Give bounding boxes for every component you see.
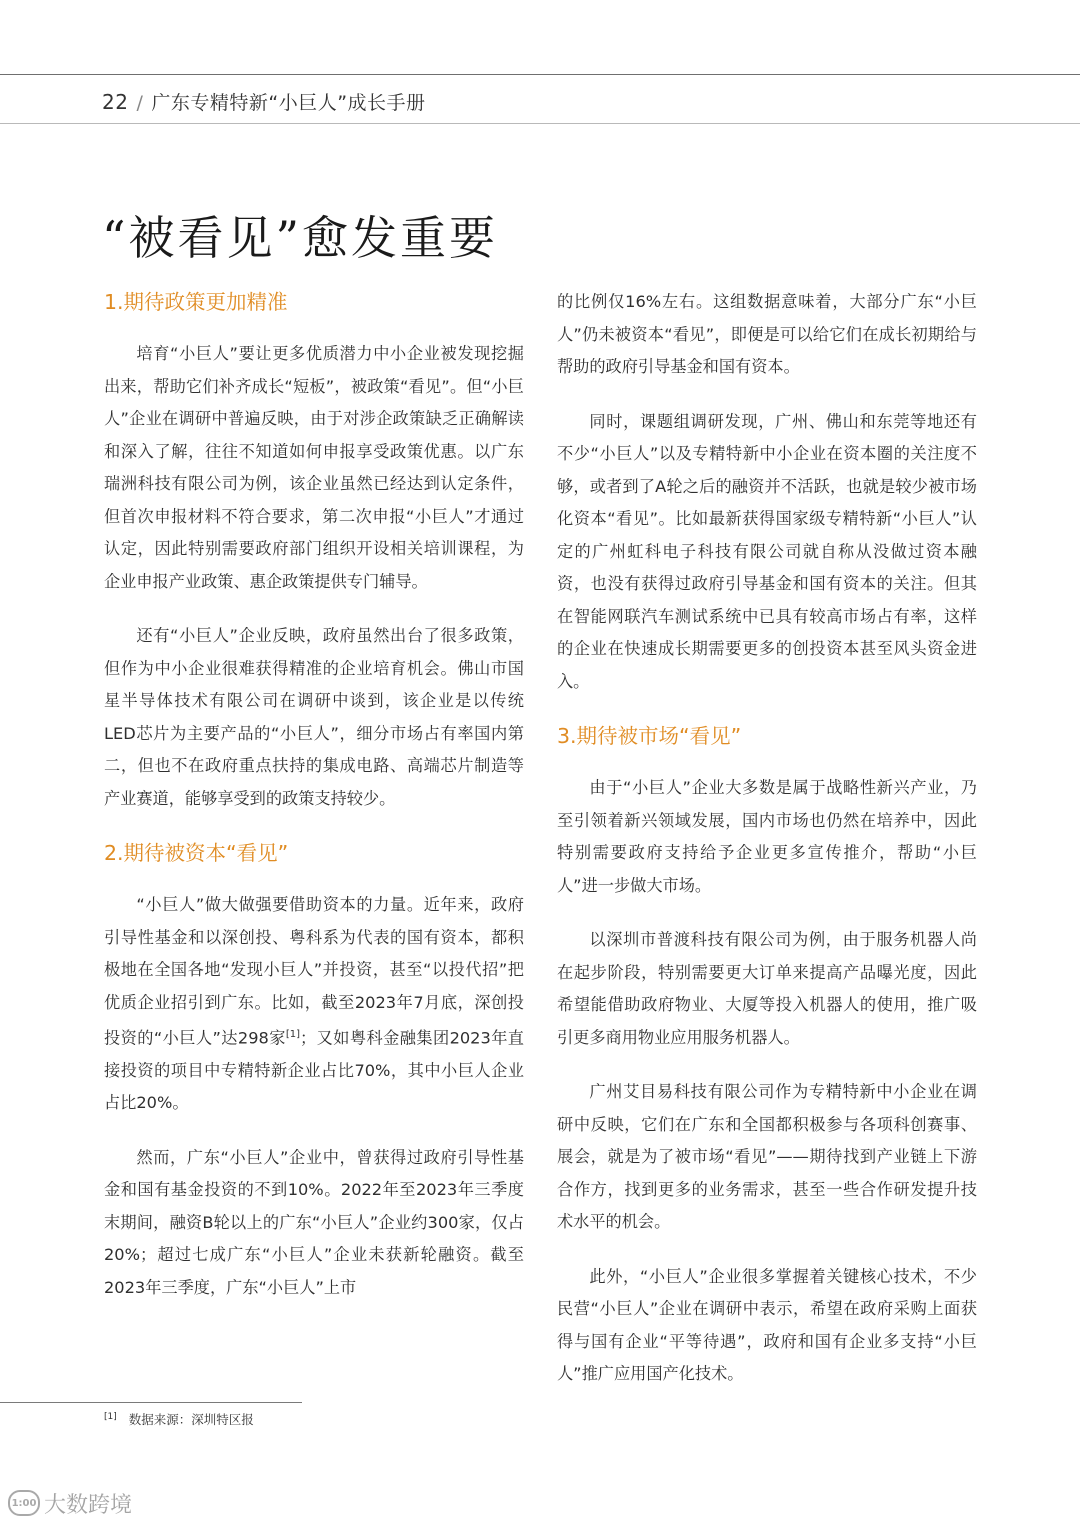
header-rule-bottom [0,123,1080,124]
paragraph: 此外，“小巨人”企业很多掌握着关键核心技术，不少民营“小巨人”企业在调研中表示，希望在政府采购上面获得与国有企业“平等待遇”，政府和国有企业多支持“小巨人”推广应用国产化技术。 [557,1266,977,1383]
paragraph: 由于“小巨人”企业大多数是属于战略性新兴产业，乃至引领着新兴领域发展，国内市场也仍然在培养中，因此特别需要政府支持给予企业更多宣传推介，帮助“小巨人”进一步做大市场。 [557,778,977,895]
footnote-text: 数据来源：深圳特区报 [128,1412,254,1427]
left-column [104,286,524,1326]
section-heading-2: 2.期待被资本“看见” [104,841,289,865]
watermark [8,1487,132,1519]
watermark-logo-icon: 1:00 [8,1490,40,1516]
paragraph: 广州艾目易科技有限公司作为专精特新中小企业在调研中反映，它们在广东和全国都积极参与各项科创赛事、展会，就是为了被市场“看见”——期待找到产业链上下游合作方，找到更多的业务需求，甚至一些合作研发提升技术水平的机会。 [557,1082,977,1231]
paragraph: 同时，课题组调研发现，广州、佛山和东莞等地还有不少“小巨人”以及专精特新中小企业在资本圈的关注度不够，或者到了A轮之后的融资并不活跃，也就是较少被市场化资本“看见”。比如最新获得国家级专精特新“小巨人”认定的广州虹科电子科技有限公司就自称从没做过资本融资，也没有获得过政府引导基金和国有资本的关注。但其在智能网联汽车测试系统中已具有较高市场占有率，这样的企业在快速成长期需要更多的创投资本甚至风头资金进入。 [557,411,977,691]
footnote-reference[interactable]: [1] [285,1029,301,1040]
footnote [104,1410,254,1428]
paragraph [104,889,524,1120]
paragraph: 以深圳市普渡科技有限公司为例，由于服务机器人尚在起步阶段，特别需要更大订单来提高产品曝光度，因此希望能借助政府物业、大厦等投入机器人的使用，推广吸引更多商用物业应用服务机器人。 [557,930,977,1047]
page-number: 22 [102,90,129,114]
running-head [102,88,426,115]
section-heading-3: 3.期待被市场“看见” [557,724,742,748]
footnote-rule [0,1402,302,1403]
footnote-mark: [1] [104,1411,117,1422]
article-title: “被看见”愈发重要 [102,211,499,265]
paragraph-text: “小巨人”做大做强要借助资本的力量。近年来，政府引导性基金和以深创投、粤科系为代表的国有资本，都积极地在全国各地“发现小巨人”并投资，甚至“以投代招”把优质企业招引到广东。比如，截至2023年7月底，深创投投资的“小巨人”达298家 [104,895,524,1048]
paragraph: 然而，广东“小巨人”企业中，曾获得过政府引导性基金和国有基金投资的不到10%。2022年至2023年三季度末期间，融资B轮以上的广东“小巨人”企业约300家，仅占20%；超过七成广东“小巨人”企业未获新轮融资。截至2023年三季度，广东“小巨人”上市 [104,1147,524,1297]
book-title: 广东专精特新“小巨人”成长手册 [151,92,426,114]
paragraph-continued: 的比例仅16%左右。这组数据意味着，大部分广东“小巨人”仍未被资本“看见”，即便是可以给它们在成长初期给与帮助的政府引导基金和国有资本。 [557,292,977,376]
paragraph: 还有“小巨人”企业反映，政府虽然出台了很多政策，但作为中小企业很难获得精准的企业培育机会。佛山市国星半导体技术有限公司在调研中谈到，该企业是以传统LED芯片为主要产品的“小巨人”，细分市场占有率国内第二，但也不在政府重点扶持的集成电路、高端芯片制造等产业赛道，能够享受到的政策支持较少。 [104,626,524,808]
header-separator: / [136,92,144,114]
paragraph: 培育“小巨人”要让更多优质潜力中小企业被发现挖掘出来，帮助它们补齐成长“短板”，被政策“看见”。但“小巨人”企业在调研中普遍反映，由于对涉企政策缺乏正确解读和深入了解，往往不知道如何申报享受政策优惠。以广东瑞洲科技有限公司为例，该企业虽然已经达到认定条件，但首次申报材料不符合要求，第二次申报“小巨人”才通过认定，因此特别需要政府部门组织开设相关培训课程，为企业申报产业政策、惠企政策提供专门辅导。 [104,344,524,591]
paragraph-text: ；又如粤科金融集团2023年直接投资的项目中专精特新企业占比70%，其中小巨人企业占比20%。 [104,1028,524,1113]
header-rule-top [0,74,1080,75]
right-column [557,286,977,1413]
section-heading-1: 1.期待政策更加精准 [104,290,288,314]
watermark-text: 大数跨境 [44,1492,133,1518]
